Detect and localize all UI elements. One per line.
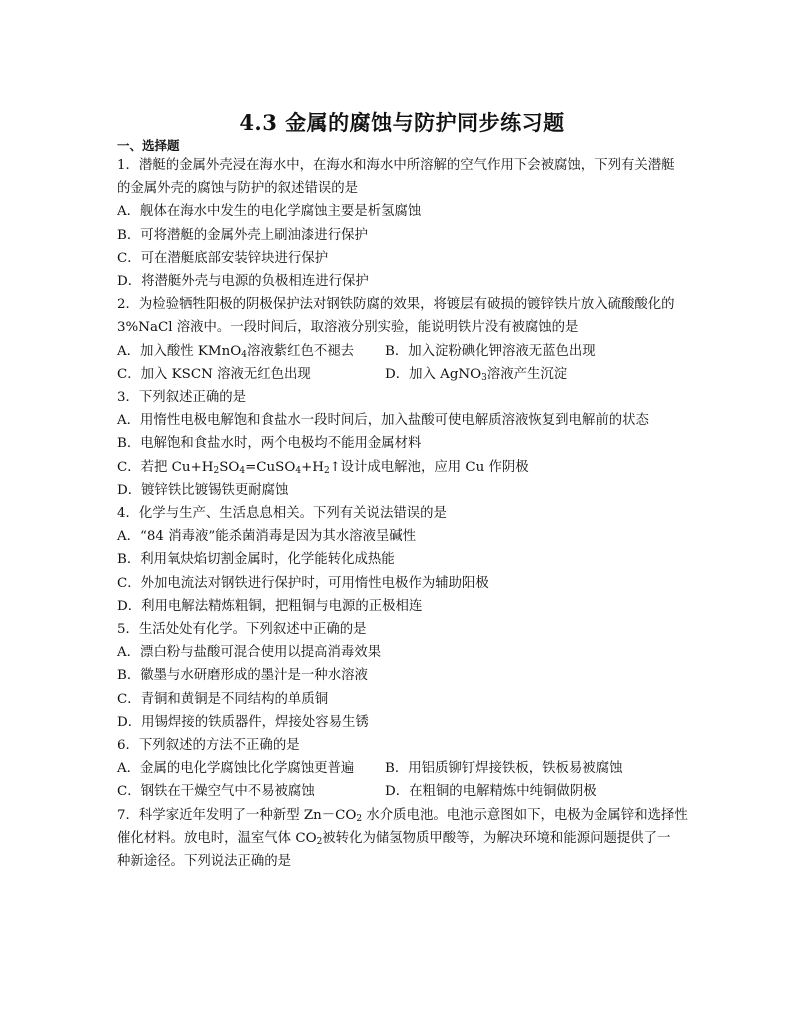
option-a-text: A．加入酸性 KMnO bbox=[117, 343, 242, 359]
question-3-option-c bbox=[117, 456, 687, 479]
question-2-option-d bbox=[385, 363, 687, 386]
stem-text: 被转化为储氢物质甲酸等，为解决环境和能源问题提供了一 bbox=[322, 830, 671, 846]
question-5-option-b: B．徽墨与水研磨形成的墨汁是一种水溶液 bbox=[117, 668, 368, 684]
question-2-option-b: B．加入淀粉碘化钾溶液无蓝色出现 bbox=[385, 343, 596, 359]
question-3 bbox=[117, 386, 687, 502]
question-4-stem: 4．化学与生产、生活息息相关。下列有关说法错误的是 bbox=[117, 506, 447, 522]
option-a-text-end: 溶液紫红色不褪去 bbox=[246, 343, 355, 359]
question-2-option-c: C．加入 KSCN 溶液无红色出现 bbox=[117, 366, 311, 382]
question-5-option-c: C．青铜和黄铜是不同结构的单质铜 bbox=[117, 691, 329, 707]
question-3-stem: 3．下列叙述正确的是 bbox=[117, 390, 247, 406]
subscript: 2 bbox=[356, 813, 363, 824]
question-3-option-b: B．电解饱和食盐水时，两个电极均不能用金属材料 bbox=[117, 436, 422, 452]
question-5-option-d: D．用锡焊接的铁质器件，焊接处容易生锈 bbox=[117, 714, 369, 730]
question-6 bbox=[117, 734, 687, 804]
question-7-stem-line-2 bbox=[117, 827, 687, 850]
question-1 bbox=[117, 154, 687, 293]
question-6-option-c: C．钢铁在干燥空气中不易被腐蚀 bbox=[117, 784, 315, 800]
question-2-stem-line-1: 2．为检验牺牲阳极的阴极保护法对钢铁防腐的效果，将镀层有破损的镀锌铁片放入硫酸酸化的 bbox=[117, 297, 675, 313]
option-d-text: D．加入 AgNO bbox=[385, 366, 482, 382]
stem-text: 水介质电池。电池示意图如下，电极为金属锌和选择性 bbox=[362, 807, 688, 823]
question-2-option-a bbox=[117, 340, 385, 363]
question-1-stem-line-2: 的金属外壳的腐蚀与防护的叙述错误的是 bbox=[117, 181, 359, 197]
question-3-option-d: D．镀锌铁比镀锡铁更耐腐蚀 bbox=[117, 482, 289, 498]
stem-text: 催化材料。放电时，温室气体 CO bbox=[117, 830, 317, 846]
subscript: 4 bbox=[295, 465, 302, 476]
question-6-option-b: B．用铝质铆钉焊接铁板，铁板易被腐蚀 bbox=[385, 761, 623, 777]
stem-text: 7．科学家近年发明了一种新型 Zn－CO bbox=[117, 807, 357, 823]
worksheet-page bbox=[117, 110, 687, 873]
option-d-text-end: 溶液产生沉淀 bbox=[486, 366, 568, 382]
subscript: 3 bbox=[481, 372, 487, 383]
question-7-stem-line-1 bbox=[117, 804, 687, 827]
question-5-stem: 5．生活处处有化学。下列叙述中正确的是 bbox=[117, 622, 367, 638]
question-4 bbox=[117, 502, 687, 618]
equation-part: C．若把 Cu+H bbox=[117, 459, 214, 475]
question-1-option-a: A．舰体在海水中发生的电化学腐蚀主要是析氢腐蚀 bbox=[117, 204, 422, 220]
equation-part: +H bbox=[301, 459, 324, 475]
subscript: 2 bbox=[213, 465, 220, 476]
question-4-option-d: D．利用电解法精炼粗铜，把粗铜与电源的正极相连 bbox=[117, 598, 423, 614]
question-6-options-ab bbox=[117, 757, 687, 780]
subscript: 2 bbox=[316, 836, 323, 847]
question-1-option-d: D．将潜艇外壳与电源的负极相连进行保护 bbox=[117, 274, 369, 290]
question-7 bbox=[117, 804, 687, 874]
question-1-option-c: C．可在潜艇底部安装锌块进行保护 bbox=[117, 250, 329, 266]
question-2-stem-line-2: 3%NaCl 溶液中。一段时间后，取溶液分别实验，能说明铁片没有被腐蚀的是 bbox=[117, 320, 579, 336]
equation-part: =CuSO bbox=[245, 459, 296, 475]
question-7-stem-line-3: 种新途径。下列说法正确的是 bbox=[117, 854, 292, 870]
equation-part: SO bbox=[219, 459, 240, 475]
page-title: 4.3 金属的腐蚀与防护同步练习题 bbox=[239, 110, 565, 135]
question-6-options-cd bbox=[117, 780, 687, 803]
question-2-options-ab bbox=[117, 340, 687, 363]
question-4-option-b: B．利用氧炔焰切割金属时，化学能转化成热能 bbox=[117, 552, 395, 568]
subscript: 4 bbox=[239, 465, 246, 476]
question-4-option-c: C．外加电流法对钢铁进行保护时，可用惰性电极作为辅助阳极 bbox=[117, 575, 489, 591]
question-5-option-a: A．漂白粉与盐酸可混合使用以提高消毒效果 bbox=[117, 645, 382, 661]
equation-part: 设计成电解池，应用 Cu 作阴极 bbox=[340, 459, 529, 475]
gas-arrow-icon: ↑ bbox=[329, 459, 341, 475]
question-2 bbox=[117, 293, 687, 386]
section-heading: 一、选择题 bbox=[117, 138, 180, 153]
question-1-stem-line-1: 1．潜艇的金属外壳浸在海水中，在海水和海水中所溶解的空气作用下会被腐蚀，下列有关潜艇 bbox=[117, 158, 675, 173]
question-6-stem: 6．下列叙述的方法不正确的是 bbox=[117, 738, 300, 754]
question-3-option-a: A．用惰性电极电解饱和食盐水一段时间后，加入盐酸可使电解质溶液恢复到电解前的状态 bbox=[117, 413, 649, 429]
subscript: 2 bbox=[323, 465, 330, 476]
question-4-option-a: A．“84 消毒液”能杀菌消毒是因为其水溶液呈碱性 bbox=[117, 529, 417, 545]
subscript: 4 bbox=[241, 349, 247, 360]
question-5 bbox=[117, 618, 687, 734]
question-6-option-d: D．在粗铜的电解精炼中纯铜做阴极 bbox=[385, 784, 597, 800]
question-2-options-cd bbox=[117, 363, 687, 386]
question-6-option-a: A．金属的电化学腐蚀比化学腐蚀更普遍 bbox=[117, 761, 355, 777]
question-1-option-b: B．可将潜艇的金属外壳上刷油漆进行保护 bbox=[117, 227, 368, 243]
